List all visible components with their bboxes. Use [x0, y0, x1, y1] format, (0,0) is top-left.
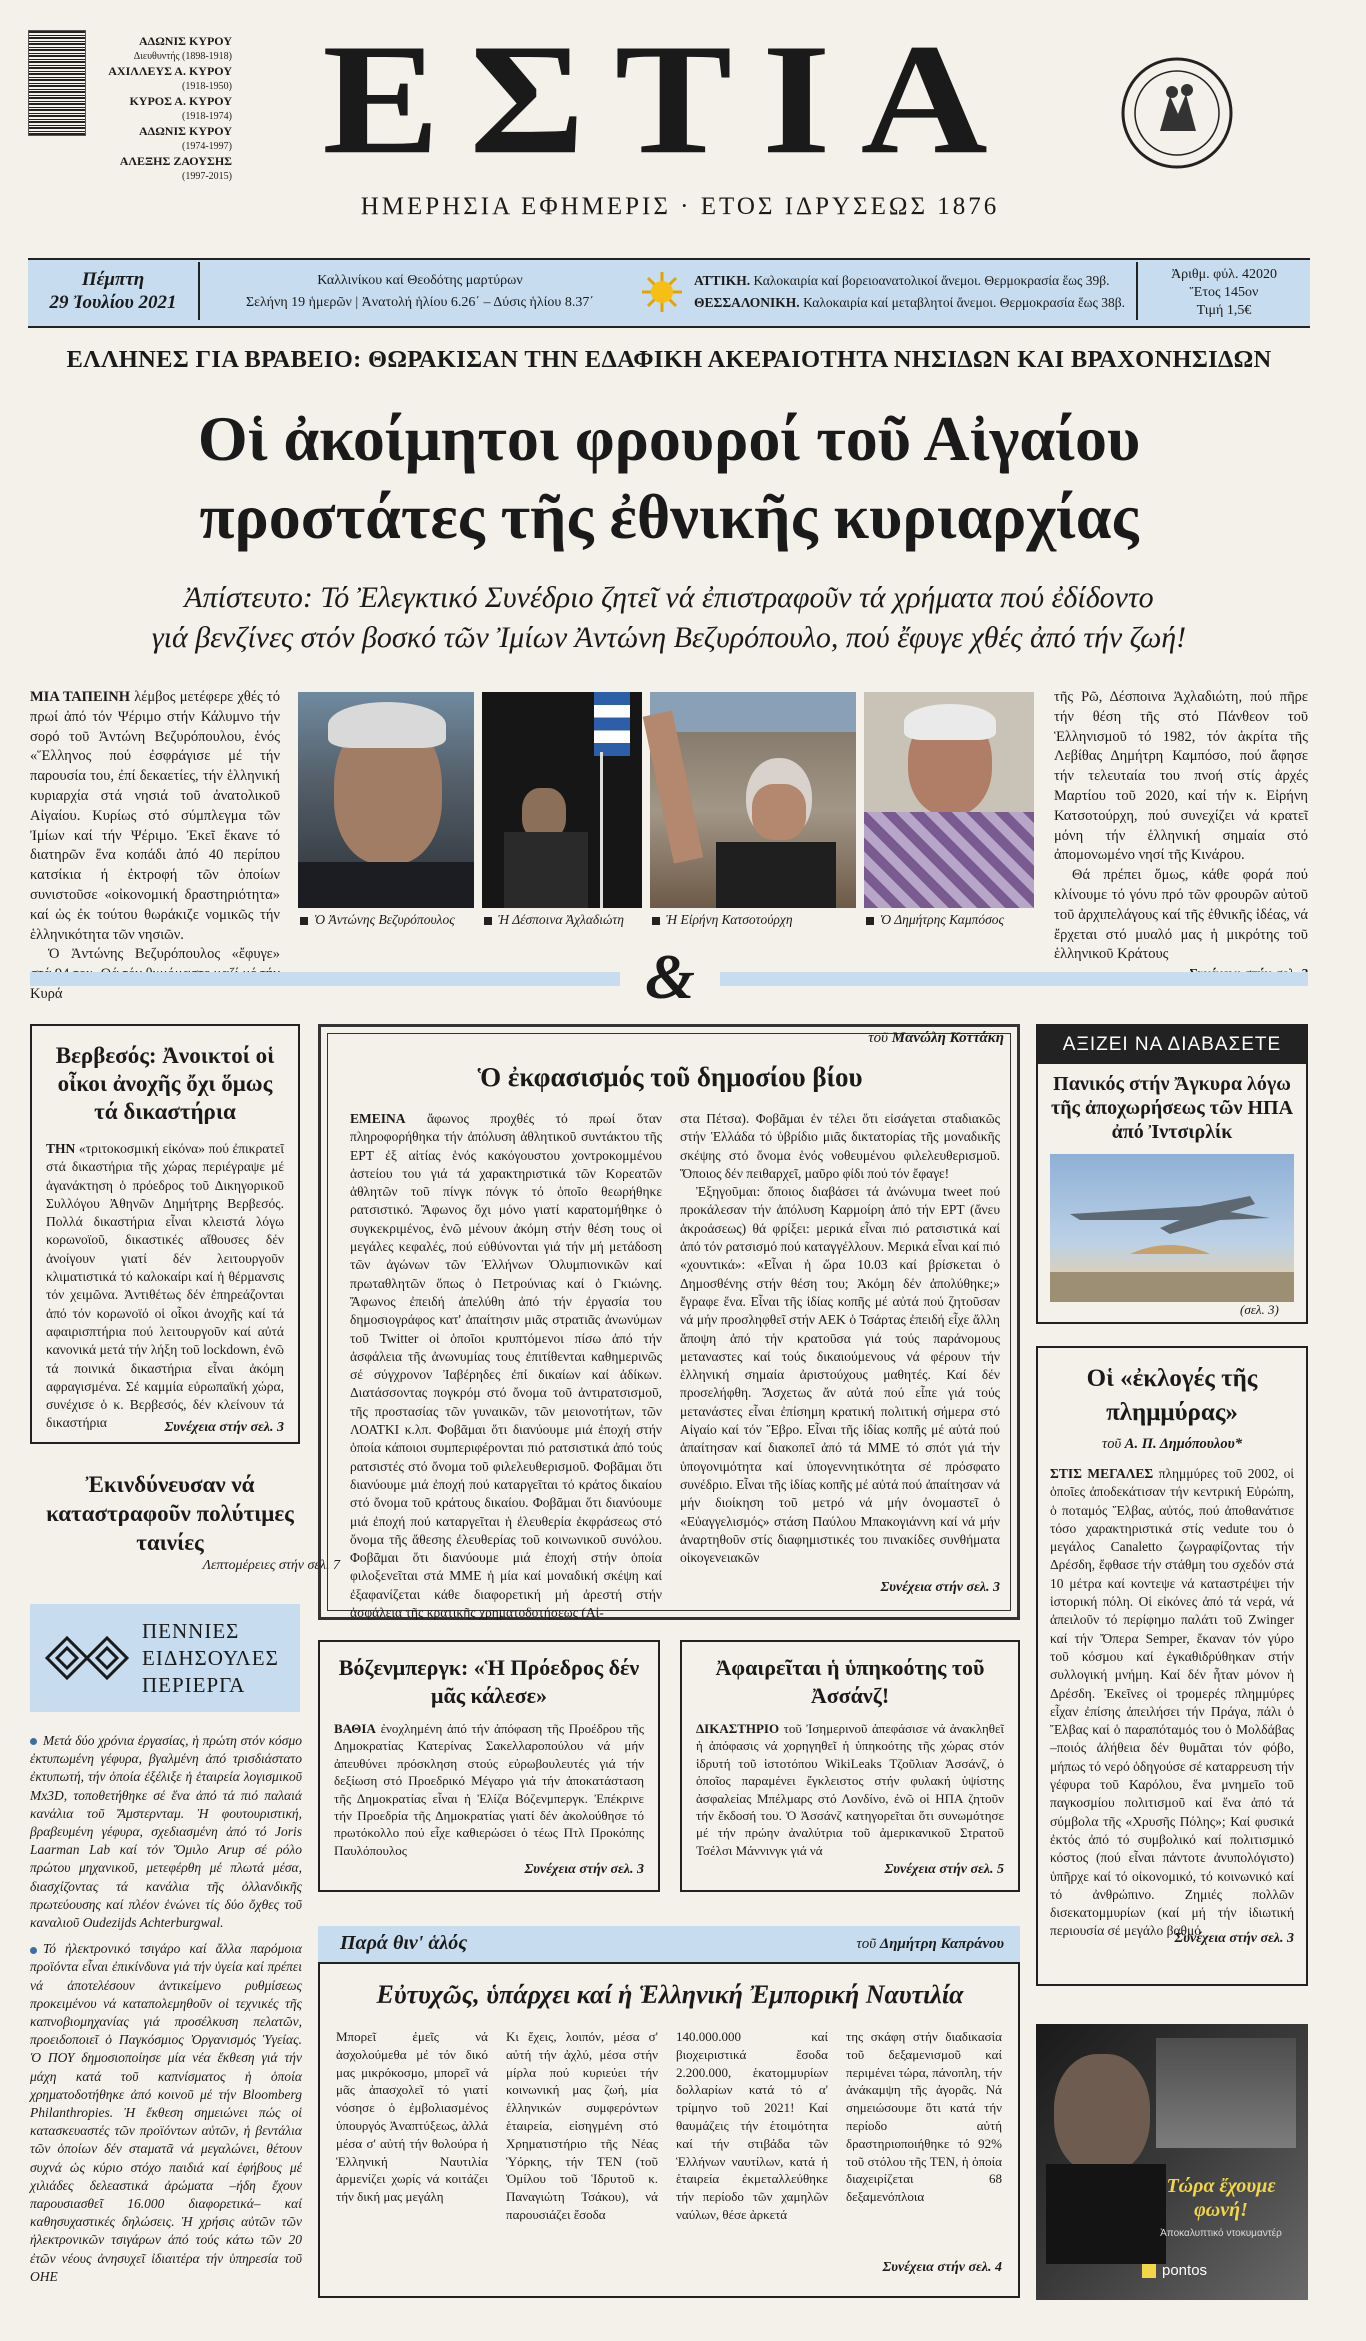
separator-bar-right	[720, 972, 1308, 986]
elections-continue: Συνέχεια στήν σελ. 3	[1174, 1931, 1294, 1946]
wozniak-text: ΒΑΘΙΑ ἐνοχλημένη ἀπό τήν ἀπόφαση τῆς Προέδρου τῆς Δημοκρατίας Κατερίνας Σακελλαροπούλου νά μήν ἀπευθύνει πρόσκληση στούς εὐρωβουλευτές γιά τήν δεξίωση στό Προεδρικό Μέγαρο γιά τήν ἀποκατάσταση τῆς Δημοκρατίας εἶναι ἡ Ἐλίζα Βόζενμπεργκ. Ἐπέκρινε τήν Προεδρία τῆς Δημοκρατίας γιατί δέν ἀκολούθησε τό πρωτόκολλο πού εἶχε καθιερώσει ὁ τέως Πτλ Προκόπης Παυλόπουλος	[334, 1721, 644, 1858]
lead-kicker: ΕΛΛΗΝΕΣ ΓΙΑ ΒΡΑΒΕΙΟ: ΘΩΡΑΚΙΣΑΝ ΤΗΝ ΕΔΑΦΙΚΗ ΑΚΕΡΑΙΟΤΗΤΑ ΝΗΣΙΔΩΝ ΚΑΙ ΒΡΑΧΟΝΗΣΙΔΩΝ	[66, 346, 1272, 373]
wozniak-box	[318, 1640, 660, 1892]
weather: ΑΤΤΙΚΗ. Καλοκαιρία καί βορειοανατολικοί ἄνεμοι. Θερμοκρασία ἕως 39β. ΘΕΣΣΑΛΟΝΙΚΗ. Καλοκαιρία καί μεταβλητοί ἄνεμοι. Θερμοκρασία ἕως 38β.	[694, 273, 1125, 310]
films-title: Ἐκινδύνευσαν νά καταστραφοῦν πολύτιμες ταινίες	[46, 1472, 294, 1555]
info-saints: Καλλινίκου καί Θεοδότης μαρτύρων Σελήνη 19 ἡμερῶν | Ἀνατολή ἡλίου 6.26΄ – Δύσις ἡλίου 8.37΄	[245, 273, 595, 310]
editorial-byline: τοῦ Μανώλη Κοττάκη	[868, 1030, 1004, 1046]
must-read-ref: (σελ. 3)	[1240, 1302, 1279, 1317]
fighter-jet-photo	[1050, 1154, 1294, 1302]
penies-logo-icon	[42, 1628, 132, 1688]
seal-logo	[1120, 56, 1234, 170]
director-1: ΑΔΩΝΙΣ ΚΥΡΟΥ Διευθυντής (1898-1918)	[133, 34, 232, 62]
assange-text: ΔΙΚΑΣΤΗΡΙΟ τοῦ Ἰσημερινοῦ ἀπεφάσισε νά ἀνακληθεῖ ἡ ἀπόφασις νά χορηγηθεῖ ἡ ὑπηκοότης τῆς χώρας στόν ἱδρυτή τοῦ ἱστοτόπου WikiLeaks Τζοῦλιαν Ἀσσάνζ, ὁ ὁποῖος παραμένει ἔγκλειστος στήν φυλακή ὑψίστης ἀσφαλείας Μπέλμαρς στό Λονδίνο, ἐνῶ οἱ ΗΠΑ ζητοῦν τήν ἔκδοσή του. Ὁ Ἀσσάνζ κατηγορεῖται ὅτι συνωμότησε μέ τήν πρώην ἀναλύτρια τοῦ ἀμερικανικοῦ Στρατοῦ Τσέλσι Μάννινγκ γιά νά	[696, 1721, 1004, 1858]
para-label: Παρά θιν' ἁλός	[340, 1932, 468, 1954]
caption-1: Ὁ Ἀντώνης Βεζυρόπουλος	[300, 912, 455, 928]
barcode	[28, 30, 86, 136]
wozniak-continue: Συνέχεια στήν σελ. 3	[524, 1862, 644, 1877]
must-read-header: ΑΞΙΖΕΙ ΝΑ ΔΙΑΒΑΣΕΤΕ	[1038, 1026, 1306, 1064]
para-byline: τοῦ Δημήτρη Καπράνου	[856, 1936, 1004, 1952]
caption-4: Ὁ Δημήτρης Καμπόσος	[866, 912, 1004, 928]
ad-brand: pontos	[1142, 2262, 1207, 2279]
elections-byline: τοῦ Α. Π. Δημόπουλου*	[1102, 1436, 1242, 1452]
courts-box	[30, 1024, 300, 1444]
editorial-col-1: ΕΜΕΙΝΑ ἄφωνος προχθές τό πρωί ὅταν πληροφορήθηκα τήν ἀπόλυση ἀθλητικοῦ συντάκτου τῆς ΕΡΤ ἐξ αἰτίας ἑνός κακόγουστου χοντροκομμένου ἀστείου του γιά τά χαρακτηριστικά τῶν Κορεατῶν ἀθλητῶν τοῦ πίνγκ πόνγκ τό ὁποῖο θεωρήθηκε ρατσιστικό. Ἄφωνος ὄχι μόνο γιατί καρατομήθηκε ὁ συγκεκριμένος, ἐνῶ μένουν ἀκόμη στήν θέση τους οἱ μεγάλες κεφαλές, πού εὐθύνονται γιά τήν μή μετάδοση τῶν ἀγώνων τῶν Ἑλλήνων Ὀλυμπιονικῶν καί πρωταθλητῶν ὅπως ὁ Πετρούνιας καί ὁ Γκιώνης. Ἄφωνος ἐπειδή ἀπελύθη ἀπό τήν ἐργασία του δημοσιογράφος κατ' ἀπαίτησιν μιᾶς στρατιᾶς ἀνωνύμων τοῦ Twitter οἱ ὁποῖοι κρυπτόμενοι πίσω ἀπό τήν ἀσφάλεια τῆς ἀνωνυμίας τους ἐπιτίθενται καθημερινῶς σέ σύγχρονον Ἰαβέρηδες ἐπί δικαίων καί ἀδίκων. Διατάσσοντας πογκρόμ στό ὄνομα τοῦ ἀντιρατσισμοῦ, τῆς προστασίας τῶν γυναικῶν, τῶν μειονοτήτων, τῶν ΛΟΑΤΚΙ κ.λπ. Φοβᾶμαι ὅτι διανύουμε μιά ἐποχή στήν ὁποία κάποιοι συμπεριφέρονται πιό ρατσιστικά ἀπό τούς ρατσιστές στό ὄνομα τοῦ φιλελευθερισμοῦ. Φοβᾶμαι ὅτι διανύουμε μιά ἐποχή πού καταργεῖται τό κράτος δικαίου στό ὄνομα τοῦ κράτους δικαίου. Φοβᾶμαι ὅτι διανύουμε μιά ἐποχή πού καταργεῖται ἡ ἐλευθερία ἐκφράσεως στό ὄνομα τῆς ἄθεσης ἐλευθερίας τοῦ κοινωνικοῦ συνόλου. Φοβᾶμαι ὅτι διανύουμε μιά ἐποχή στήν ὁποία φιλοξενεῖται στά ΜΜΕ ἡ μία καί μοναδική σκέψη καί ἐξαφανίζεται κάθε διαφορετική μή ἀρεστή στήν ἀσφάλεια τῆς κρατικῆς χρηματοδοτήσεως (Αἰ-	[350, 1111, 662, 1621]
penies-header	[30, 1604, 300, 1712]
assange-title: Ἀφαιρεῖται ἡ ὑπηκοότης τοῦ Ἀσσάνζ!	[715, 1655, 985, 1708]
para-col-4: της σκάφη στήν διαδικασία τοῦ δεξαμενισμοῦ καί περιμένει τώρα, πάνοπλη, τήν ἀνάκαμψη τῆς ἀγορᾶς. Νά σημειώσουμε ὅτι κατά τήν περίοδο αὐτή δραστηριοποιήθηκε τό 92% τοῦ στόλου τῆς TEN, ἡ ὁποία διαχειρίζεται 68 δεξαμενόπλοια	[846, 2029, 1002, 2205]
ad-subtitle: Ἀποκαλυπτικό ντοκυμαντέρ	[1160, 2228, 1282, 2239]
separator-bar-left	[30, 972, 620, 986]
para-col-1: Μπορεῖ ἐμεῖς νά ἀσχολούμεθα μέ τόν δικό μας μικρόκοσμο, μπορεῖ νά μᾶς ἀπασχολεῖ τό γιατί νόσησε ὁ ἐμβολιασμένος ὑπουργός Ἀναπτύξεως, ἀλλά μέσα σ' αὐτή τήν θολούρα ἡ Ἑλληνική Ναυτιλία ἀρμενίζει χωρίς νά κοιτάζει τήν δική μας μεγάλη	[336, 2029, 488, 2205]
courts-title: Βερβεσός: Ἀνοικτοί οἱ οἶκοι ἀνοχῆς ὄχι ὅμως τά δικαστήρια	[55, 1043, 275, 1124]
directors-list	[92, 34, 232, 184]
sun-icon	[640, 270, 684, 314]
films-more: Λεπτομέρειες στήν σελ. 7	[202, 1558, 340, 1573]
director-2: ΑΧΙΛΛΕΥΣ Α. ΚΥΡΟΥ (1918-1950)	[108, 64, 232, 92]
ampersand: &	[645, 941, 695, 1012]
penies-title-2: ΕΙΔΗΣΟΥΛΕΣ	[142, 1646, 279, 1670]
para-title: Εὐτυχῶς, ὑπάρχει καί ἡ Ἑλληνική Ἐμπορική Ναυτιλία	[376, 1980, 964, 2009]
elections-box	[1036, 1346, 1308, 1986]
assange-continue: Συνέχεια στήν σελ. 5	[884, 1862, 1004, 1877]
elections-text: ΣΤΙΣ ΜΕΓΑΛΕΣ πλημμύρες τοῦ 2002, οἱ ὁποῖες ἀποδεκάτισαν τήν κεντρική Εὐρώπη, ὁ ποταμός Ἔλβας, αὐτός, πού ἀποθανάτισε τόσο χαρακτηριστικά στίς vedute του ὁ μεγάλος Canaletto ζωγραφίζοντας τήν Δρέσδη, ἔφθασε τήν στάθμη του σχεδόν στά 10 μέτρα καί κοντεψε νά καταστρέψει τήν ἱστορική πόλη. Οἱ εἰκόνες ἀπό τά νερά, νά ἀπειλοῦν τό περίφημο παλάτι τοῦ Zwinger καί τήν Ὄπερα Semper, ἔκαναν τόν γύρο τοῦ κόσμου καί ἐγκαθιδρύθηκαν στήν συλλογική μνήμη. Καί δέν ἦταν μόνον ἡ Δρέσδη. Ἐκεῖνες οἱ τρομερές πλημμύρες εἶχαν ἐπίσης ἀπειλήσει τήν Πράγα, πάλι ὁ Ἔλβας καί ὁ παραπόταμός του ὁ Μολδάβας –ποιός ἀλήθεια δέν θυμᾶται τόν φόβο, μήπως τό νερό ὁδηγούσε σέ καταρρευση τήν γέφυρα τοῦ Καρόλου, ἕνα μνημεῖο τοῦ παγκοσμίου πολιτισμοῦ καί ἕνα ἀπό τά σύμβολα τῆς «Χρυσῆς Πόλης»; Καί φυσικά ἐκτός ἀπό τό συμβολικό καί πολιτισμικό κόστος (πού εἶναι πάντοτε ἀνυπολόγιστο) ὑπῆρχε καί τό οἰκονομικό, τό κοινωνικό καί τό ἀνθρώπινο. Ζημιές πολλῶν δισεκατομμυρίων (καί μή τήν ἰδιωτική περιουσία σέ μεγάλο βαθμό	[1050, 1466, 1294, 1939]
courts-text: ΤΗΝ «τριτοκοσμική εἰκόνα» πού ἐπικρατεῖ στά δικαστήρια τῆς χώρας περιέγραψε μέ ἀγανάκτηση ὁ πρόεδρος τοῦ Δικηγορικοῦ Συλλόγου Ἀθηνῶν Δημήτρης Βερβεσός. Πολλά δικαστήρια εἶναι κλειστά λόγω κορωνοϊοῦ, δικαστικές αἴθουσες δέν ἀνοίγουν γιατί δέν λειτουργοῦν κλιματιστικά τό καλοκαίρι καί ἡ θέρμανσις τόν χειμῶνα. Ἀντιθέτως δέν ἐπηρεάζονται ἀπό τόν κορωνοϊό οἱ οἶκοι ἀνοχῆς καί τά αφαιρισπτήρια πού λειτουργοῦν καί αὐτά κανονικά μετά τήν λήξη τοῦ lockdown, ἐνῶ τά ποινικά δικαστήρια εἶναι ἀκόμη αφραγισμένα. Σέ καμμία εὐρωπαϊκή χώρα, συνέχισε ὁ κ. Βερβεσός, δέν κλείνουν τά δικαστήρια	[46, 1141, 284, 1431]
pontos-logo-icon	[1142, 2264, 1156, 2278]
editorial-col-2: στα Πέτσα). Φοβᾶμαι ἐν τέλει ὅτι εἰσάγεται σταδιακῶς στήν Ἑλλάδα τό ὑβρίδιο μιᾶς δικτατορίας τῆς μοναδικῆς σκέψης στό ὄνομα ἑνός νοθευμένου φιλελευθερισμοῦ. Ὅποιος δέν πειθαρχεῖ, μαῦρο φίδι πού τόν ἔφαγε! Ἐξηγοῦμαι: ὅποιος διαβάσει τά ἀνώνυμα tweet πού προκάλεσαν τήν ἀπόλυση Καρμοίρη ἀπό τήν ΕΡΤ (ἄνευ ἀκροάσεως) θά φρίξει: μερικά εἶναι πιό ρατσιστικά καί ἀπό τόν ρατσισμό πού καταγγέλλουν. Μερικά εἶναι καί πιό «χουντικά»: «Εἶναι ἡ ὥρα 10.03 καί βρίσκεται ὁ Δημοσθένης στήν θέση του; Ἀκόμη δέν ἀπολύθηκε;» ἔγραφε ἕνα. Εἶναι τῆς ἰδίας κοπῆς μέ αὐτά πού ζητοῦσαν νά μήν προσληφθεῖ στήν ΑΕΚ ὁ Τσάρτας ἐπειδή εἶχε ἄλλη ἄποψη ἀπό τήν κρατοῦσα γιά τούς παράνομους μεταναστες καί τούς δικαιούμενους νά φέρουν τήν ἑλληνική σημαία ἀριστούχους μαθητές. Καί δέν προσελήφθη. Ἄσχετως ἄν αὐτά πού εἶπε γιά τούς μετανάστες εἶναι ἐπίσημη κρατική πολιτική σήμερα στό Αἰγαίο καί τόν Ἕβρο. Εἶναι τῆς ἰδίας κοπῆς μέ αὐτά πού ἀπαίτησαν καί διακοπεῖ ἀπό τά ΜΜΕ τό σπότ γιά τήν ὑπογονιμότητα καί ὑπογεννητικότητα σέ πρόσφατο συνέδριο. Εἶναι τῆς ἰδίας κοπῆς μέ αὐτά πού ἀπαίτησαν νά μήν διοίκηση τοῦ μετρό νά μήν ὀνομαστεῖ ὁ «Εὐαγγελισμός» στάση Παύλου Μπακογιάννη καί νά μήν ἀναρτηθοῦν στίς διαφημιστικές του πινακίδες συνθήματα οἰκογενειακῶν	[680, 1111, 1000, 1566]
tagline: ΗΜΕΡΗΣΙΑ ΕΦΗΜΕΡΙΣ · ΕΤΟΣ ΙΔΡΥΣΕΩΣ 1876	[360, 193, 1000, 220]
info-date: Πέμπτη 29 Ἰουλίου 2021	[49, 269, 177, 313]
para-col-2: Κι ἔχεις, λοιπόν, μέσα σ' αὐτή τήν ἀχλύ, μέσα στήν μίρλα πού κυριεύει τήν κοινωνική μας ζωή, μία ἑλληνικών συμφερόντων ἑταιρεία, εἰσηγμένη στό Χρηματιστήριο τῆς Νέας Ὑόρκης, τήν TEN (τοῦ Ὁμίλου τοῦ Ἱδρυτοῦ κ. Παναγιώτη Τσάκου), νά παρουσιάζει ἔσοδα	[506, 2029, 658, 2222]
caption-3: Ἡ Εἰρήνη Κατσοτούρχη	[652, 912, 793, 928]
lead-left-column: ΜΙΑ ΤΑΠΕΙΝΗ λέμβος μετέφερε χθές τό πρωί ἀπό τόν Ψέριμο στήν Κάλυμνο τήν σορό τοῦ Ἀντώνη Βεζυρόπουλου, ἑνός «Ἕλληνος πού ἐσφράγισε μέ τήν παρουσία του, ἐπί δεκαετίες, τήν ἑλληνική κυριαρχία στά νησιά τοῦ ἀνατολικοῦ Αἰγαίου. Κυρίως στό σύμπλεγμα τῶν Ἰμίων καί τήν Ψέριμο. Ἐκεῖ ἔκανε τό διατηρῶν ἕνα κοπάδι ἀπό 40 περίπου κατσίκια ή ἐκτροφή τῶν ὁποίων συνιστοῦσε «οἰκονομική δραστηριότητα» καί ὡς ἐκ τούτου θωράκιζε νομικῶς τήν ἑλληνικότητα τῶν νησιῶν. Ὁ Ἀντώνης Βεζυρόπουλος «ἔφυγε» Κυρά	[30, 689, 280, 1002]
para-col-3: 140.000.000 καί βιοχειριστικά ἔσοδα 2.200.000, ἑκατομμυρίων δολλαρίων κατά τό α' τρίμηνο τοῦ 2021! Καί θαυμάζεις τήν ἑτοιμότητα καί τήν στιβάδα τῶν Ἑλλήνων ναυτίλων, κατά ἡ ἑταιρεία ἐκμεταλλεύθηκε τήν περίοδο τῶν χαμηλῶν ναύλων, θέσε ἀρκετά	[676, 2029, 828, 2222]
photo-katsotourchi	[650, 692, 856, 908]
penies-title-1: ΠΕΝΝΙΕΣ	[142, 1619, 240, 1643]
wozniak-title: Βόζενμπεργκ: «Ἡ Πρόεδρος δέν μᾶς κάλεσε»	[338, 1655, 640, 1708]
must-read-title: Πανικός στήν Ἄγκυρα λόγω τῆς ἀποχωρήσεως τῶν ΗΠΑ ἀπό Ἰντσιρλίκ	[1050, 1073, 1294, 1143]
penies-title-3: ΠΕΡΙΕΡΓΑ	[142, 1673, 246, 1697]
penies-text: Μετά δύο χρόνια ἐργασίας, ἡ πρώτη στόν κόσμο ἐκτυπωμένη γέφυρα, βγαλμένη ἀπό τρισδιάστατο ἐκτυπωτή, τήν ὁποία ἐξέλιξε ἡ ἑταιρεία λογισμικοῦ Mx3D, τοποθετήθηκε σέ ἕνα ἀπό τά πιό παλαιά κανάλια τοῦ Ἄμστερνταμ. Ἡ φουτουριστική, βραβευμένη γέφυρα, σχεδιασμένη ἀπό τό Joris Laarman Lab καί τόν Ὅμιλο Arup σέ ρόλο πρώτου μηχανικοῦ, μετεφέρθη μέ πλωτά μέσα, διασχίζοντας τά κανάλια τῆς ὀλλανδικῆς πρωτεύουσης καί πλέον ἑνώνει τίς δύο ὄχθες τοῦ καναλιοῦ Oudezijds Achterburgwal. Τό ἠλεκτρονικό τσιγάρο καί ἄλλα παρόμοια προϊόντα εἶναι ἐπικίνδυνα γιά τήν ὑγεία καί πρέπει νά ἀποτελέσουν ἀντικείμενο ρυθμίσεως προκειμένου νά καταπολεμηθοῦν οἱ τεχνικές τῆς καπνοβιομηχανίας γιά προσέλκυση πελατῶν, προειδοποιεῖ ὁ Παγκόσμιος Ὀργανισμός Ὑγείας. Ὁ ΠΟΥ δημοσιοποίησε μία νέα ἔκθεση γιά τήν μάχη κατά τοῦ καπνίσματος ἡ ὁποία χρηματοδοτήθηκε ἀπό κοινοῦ μέ τήν Bloomberg Philanthropies. Ἡ ἔκθεση σημειώνει πώς οἱ κατασκευαστές τῶν προϊόντων αὐτῶν, ἡ βεντάλια τῶν ὁποίων δέν σταματᾶ νά μεγαλώνει, θέτουν συχνά ὡς κύριο στόχο παιδιά καί ἐφήβους μέ χιλιάδες δελεαστικά ἀρώματα –ήδη ἔχουν παρουσιασθεῖ 16.000 διαφορετικά– καί καθησυχαστικές δηλώσεις. Ἡ χρήσις αὐτῶν τῶν ἠλεκτρονικῶν τσιγάρων ἀπό τούς κάτω τῶν 20 ἐτῶν νέους ἀνησυχεῖ ἰδιαιτέρα τήν ὑπηρεσία τοῦ ΟΗΕ	[30, 1733, 302, 2284]
photo-achladioti	[482, 692, 642, 908]
newspaper-logo: ΕΣΤΙΑ	[322, 11, 1018, 188]
courts-continue: Συνέχεια στήν σελ. 3	[164, 1420, 284, 1435]
director-5: ΑΛΕΞΗΣ ΖΑΟΥΣΗΣ (1997-2015)	[119, 154, 232, 182]
para-continue: Συνέχεια στήν σελ. 4	[882, 2260, 1002, 2275]
lead-right-column: τῆς Ρῶ, Δέσποινα Ἀχλαδιώτη, πού πῆρε τήν θέση τῆς στό Πάνθεον τοῦ Ἑλληνισμοῦ τό 1982, τόν ἀκρίτα τῆς Λεβίθας Δημήτρη Καμπόσο, πού ἄφησε τήν τελευταία του πνοή στίς ἀρχές Μαρτίου τοῦ 2020, καί τήν κ. Εἰρήνη Κατσοτούρχη, πού συνεχίζει νά κρατεῖ μόνη τήν ἑλληνική σημαία στό ἀπομονωμένο νησί τῆς Κινάρου. Θά πρέπει ὅμως, κάθε φορά πού κλίνουμε τό γόνυ πρό τῶν φρουρῶν αὐτοῦ τοῦ ἀρχιπελάγους καί τῆς ἐθνικῆς ἰδέας, νά ἔρχεται στό μυαλό μας ἡ μικρότης τοῦ ἑλληνικοῦ Κράτους	[1054, 688, 1308, 928]
pontos-ad	[1036, 2024, 1308, 2300]
elections-title: Οἱ «ἐκλογές τῆς πλημμύρας»	[1086, 1365, 1258, 1426]
photo-kamposos	[864, 692, 1034, 908]
photo-vezyropoulos	[298, 692, 474, 908]
issue-info: Ἀριθμ. φύλ. 42020 Ἔτος 145ον Τιμή 1,5€	[1171, 267, 1277, 318]
editorial-continue: Συνέχεια στήν σελ. 3	[880, 1580, 1000, 1595]
caption-2: Ἡ Δέσποινα Ἀχλαδιώτη	[484, 912, 624, 928]
lead-subheadline: Ἀπίστευτο: Τό Ἐλεγκτικό Συνέδριο ζητεῖ νά ἐπιστραφοῦν τά χρήματα πού ἐδίδοντο γιά βενζίνες στόν βοσκό τῶν Ἰμίων Ἀντώνη Βεζυρόπουλο, πού ἔφυγε χθές ἀπό τήν ζωή!	[151, 581, 1187, 654]
director-4: ΑΔΩΝΙΣ ΚΥΡΟΥ (1974-1997)	[139, 124, 232, 152]
ad-slogan: Τώρα ἔχουμε φωνή!	[1166, 2175, 1276, 2221]
assange-box	[680, 1640, 1020, 1892]
lead-headline: Οἱ ἀκοίμητοι φρουροί τοῦ Αἰγαίου προστάτες τῆς ἐθνικῆς κυριαρχίας	[197, 403, 1141, 552]
editorial-title: Ὁ ἐκφασισμός τοῦ δημοσίου βίου	[477, 1062, 863, 1092]
director-3: ΚΥΡΟΣ Α. ΚΥΡΟΥ (1918-1974)	[129, 94, 232, 122]
